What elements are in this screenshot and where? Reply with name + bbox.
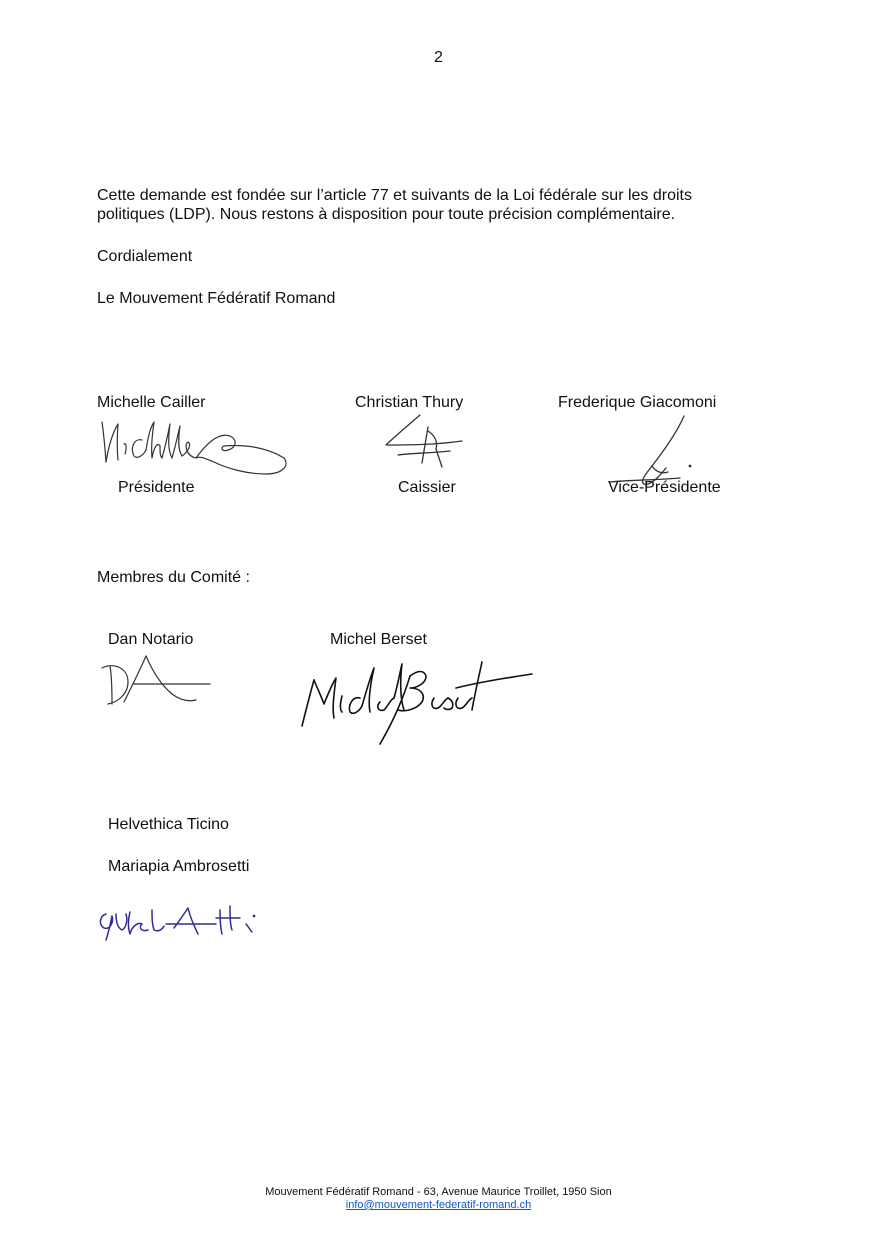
footer-email-link[interactable]: info@mouvement-federatif-romand.ch: [345, 1199, 532, 1211]
body-paragraph: [97, 186, 787, 224]
signature-dan-notario: [96, 650, 226, 710]
footer: [0, 1186, 877, 1212]
signatory-name-treasurer: Christian Thury: [355, 394, 464, 411]
greeting: Cordialement: [97, 248, 193, 265]
page-number: 2: [434, 49, 443, 66]
committee-heading: Membres du Comité :: [97, 569, 250, 586]
organization-name: Le Mouvement Fédératif Romand: [97, 290, 336, 307]
committee-member-michel-berset: Michel Berset: [330, 631, 427, 648]
signature-michelle-cailler: [96, 414, 296, 484]
signature-mariapia-ambrosetti: [96, 900, 276, 944]
body-paragraph-line-2: politiques (LDP). Nous restons à disposition pour toute précision complémentaire.: [97, 206, 676, 223]
signatory-name-president: Michelle Cailler: [97, 394, 206, 411]
signature-michel-berset: [296, 654, 536, 754]
signatory-name-vice-president: Frederique Giacomoni: [558, 394, 717, 411]
signatory-role-treasurer: Caissier: [398, 479, 456, 496]
helvethica-group-name: Helvethica Ticino: [108, 816, 229, 833]
committee-member-dan-notario: Dan Notario: [108, 631, 194, 648]
footer-address: Mouvement Fédératif Romand - 63, Avenue Maurice Troillet, 1950 Sion: [265, 1186, 612, 1198]
body-paragraph-line-1: Cette demande est fondée sur l’article 77 et suivants de la Loi fédérale sur les droits: [97, 187, 692, 204]
signature-christian-thury: [380, 405, 480, 485]
signatory-role-vice-president: Vice-Présidente: [608, 479, 721, 496]
signatory-role-president: Présidente: [118, 479, 195, 496]
helvethica-member-name: Mariapia Ambrosetti: [108, 858, 250, 875]
